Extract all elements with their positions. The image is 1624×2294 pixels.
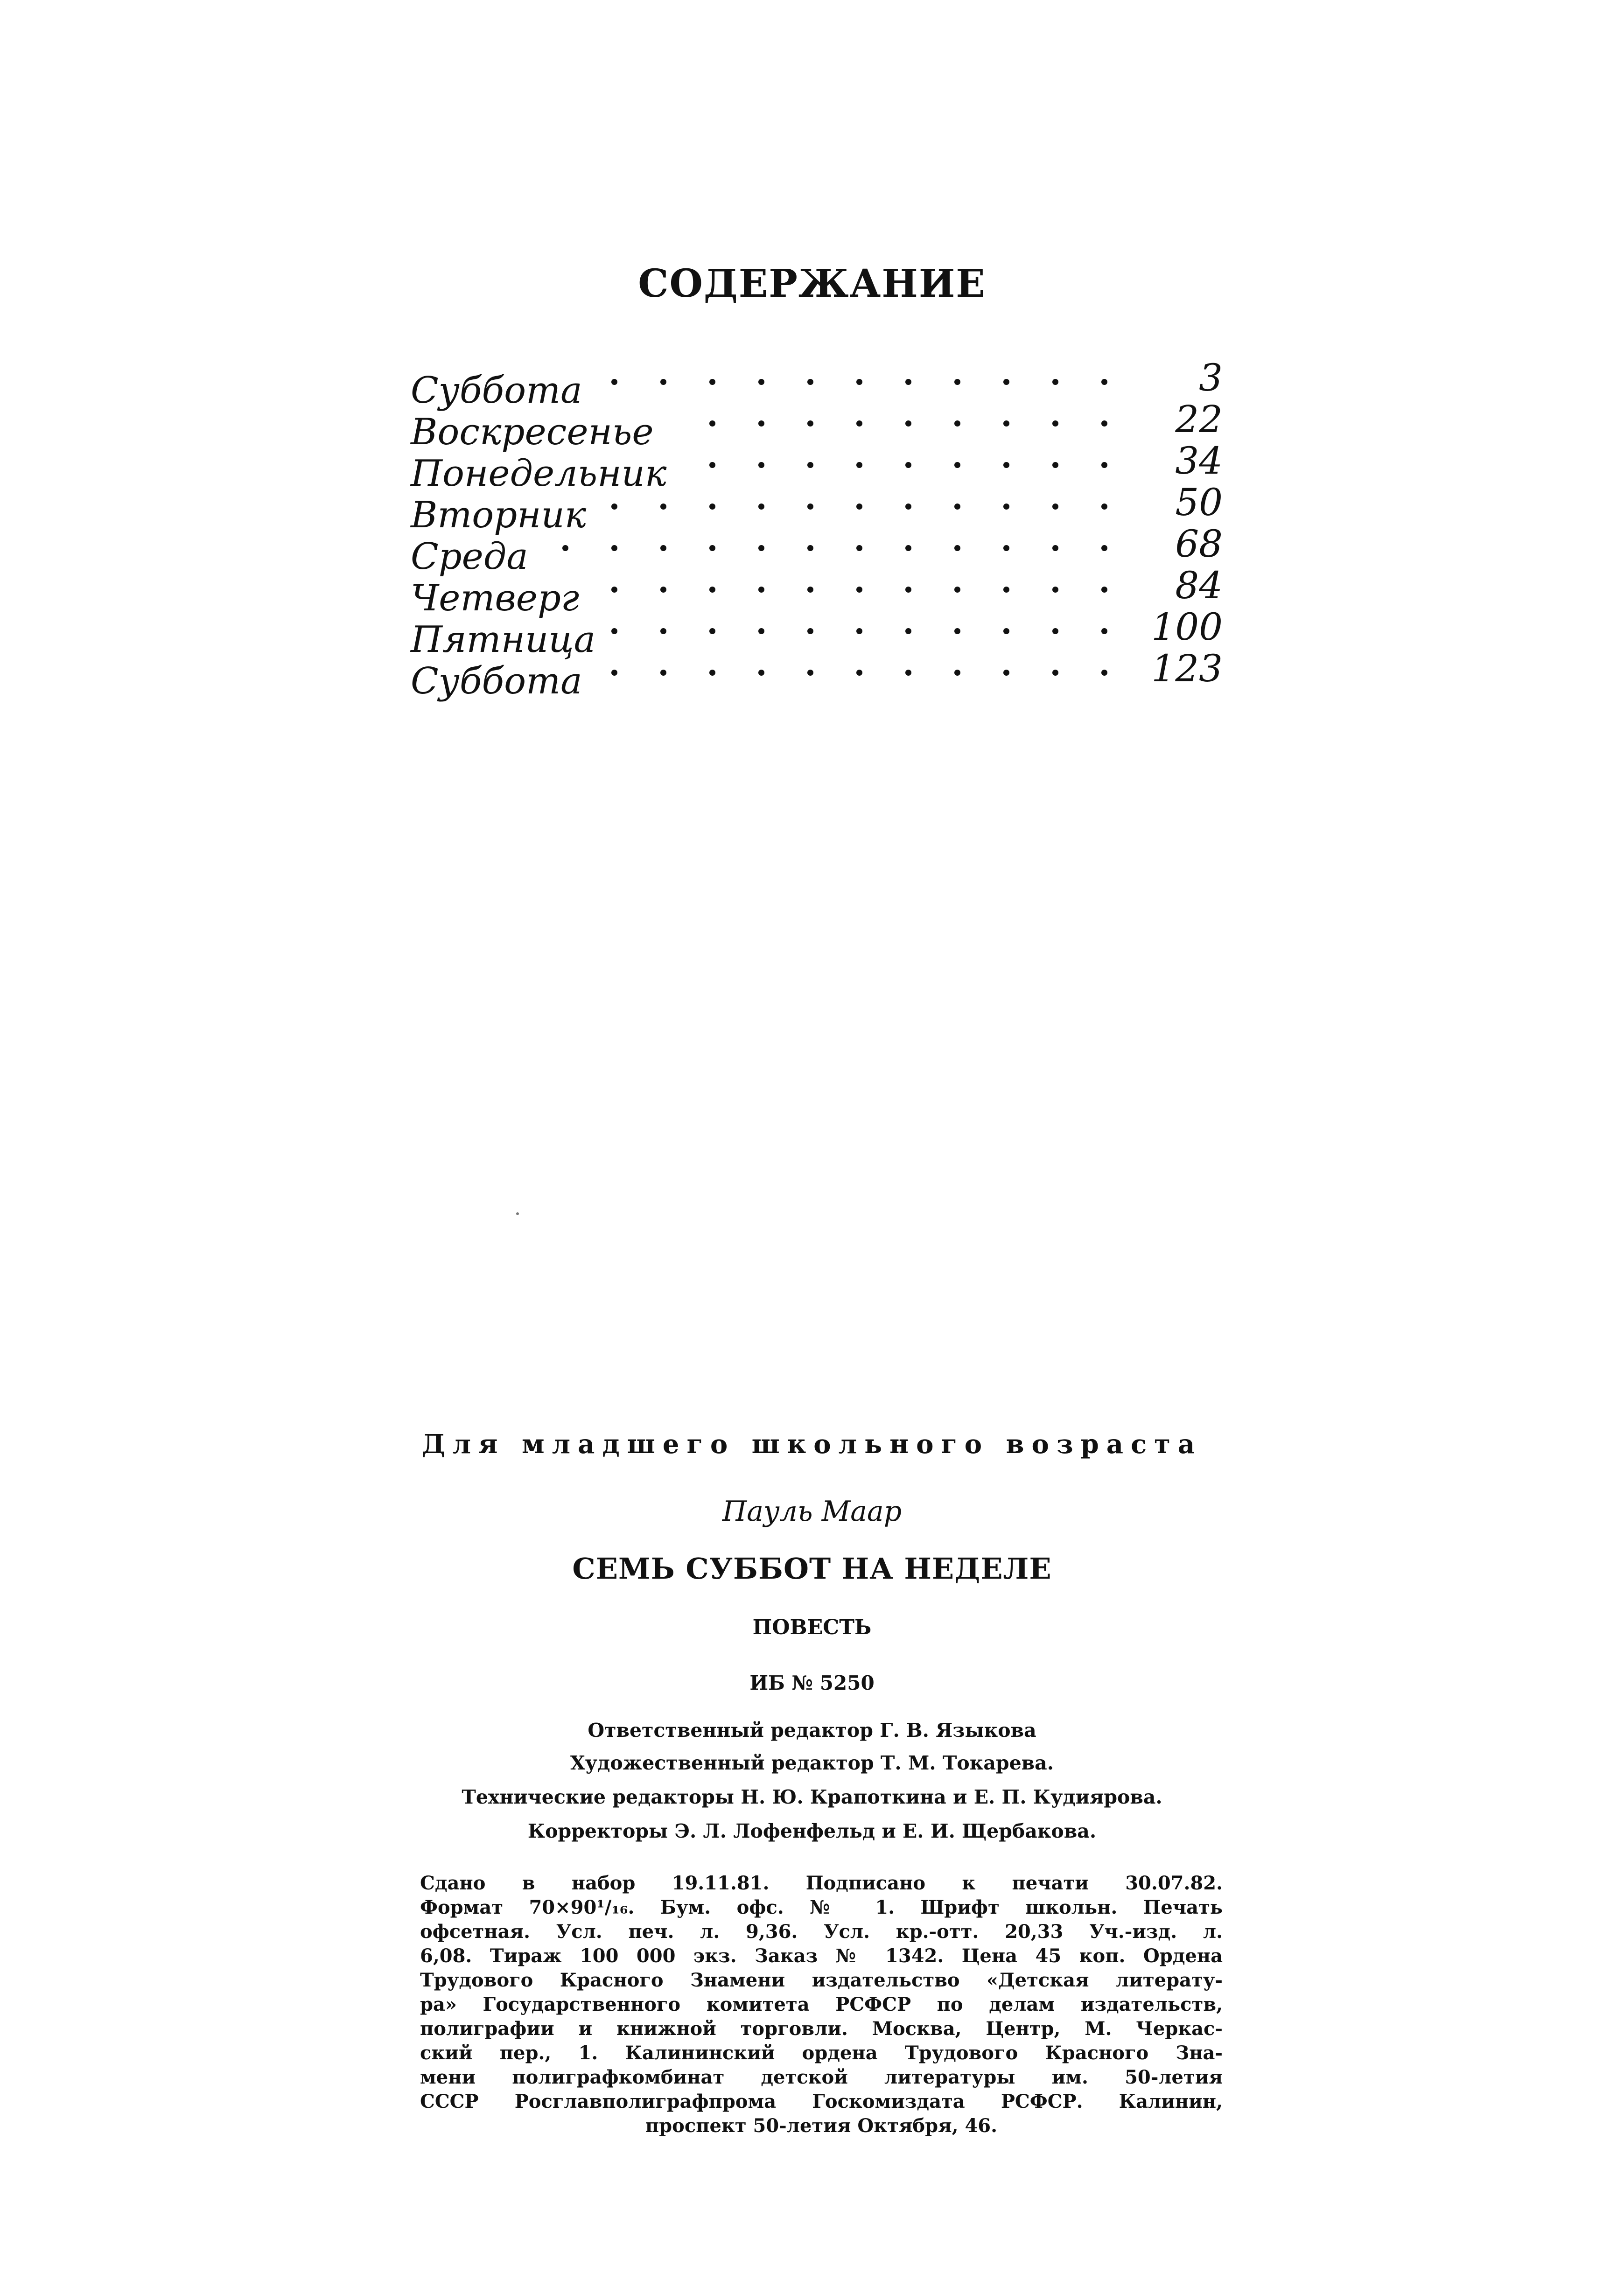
leader-dot <box>758 420 764 427</box>
colophon-line: полиграфии и книжной торговли. Москва, Центр, М. Черкас- <box>420 2018 1223 2040</box>
colophon-line: Формат 70×90¹/₁₆. Бум. офс. № 1. Шрифт школьн. Печать <box>420 1896 1223 1918</box>
leader-dot <box>856 420 862 427</box>
leader-dot <box>1101 462 1107 468</box>
leader-dot <box>709 670 715 676</box>
leader-dot <box>954 628 960 634</box>
contents-entry-label: Четверг <box>411 577 580 619</box>
leader-dot <box>611 379 617 385</box>
leader-dot <box>954 379 960 385</box>
leader-dot <box>905 545 911 551</box>
contents-entry <box>411 564 1223 619</box>
leader-dot <box>954 420 960 427</box>
leader-dot <box>758 379 764 385</box>
leader-dot <box>709 379 715 385</box>
book-title: СЕМЬ СУББОТ НА НЕДЕЛЕ <box>572 1552 1052 1586</box>
dot-leader <box>411 504 1106 518</box>
dot-leader <box>411 670 1106 684</box>
contents-entry-page: 22 <box>1175 398 1223 441</box>
contents-entry-page: 68 <box>1175 522 1223 566</box>
contents-entry-page: 84 <box>1175 564 1223 607</box>
leader-dot <box>954 462 960 468</box>
leader-dot <box>660 587 666 593</box>
leader-dot <box>905 628 911 634</box>
leader-dot <box>856 379 862 385</box>
leader-dot <box>807 462 813 468</box>
colophon-line: 6,08. Тираж 100 000 экз. Заказ № 1342. Цена 45 коп. Ордена <box>420 1945 1223 1967</box>
leader-dot <box>660 379 666 385</box>
colophon-line: ра» Государственного комитета РСФСР по делам издательств, <box>420 1993 1223 2015</box>
leader-dot <box>856 462 862 468</box>
leader-dot <box>758 628 764 634</box>
contents-entry-label: Среда <box>411 536 528 578</box>
leader-dot <box>660 504 666 510</box>
colophon-line: проспект 50-летия Октября, 46. <box>645 2115 998 2137</box>
contents-entry-label: Воскресенье <box>411 411 654 453</box>
credit-line: Ответственный редактор Г. В. Языкова <box>588 1719 1036 1741</box>
leader-dot <box>856 670 862 676</box>
leader-dot <box>562 545 568 551</box>
dot-leader <box>411 545 1106 559</box>
contents-entry-label: Пятница <box>411 619 596 661</box>
colophon-line: мени полиграфкомбинат детской литературы им. 50-летия <box>420 2066 1223 2088</box>
dot-leader <box>411 379 1106 393</box>
leader-dot <box>1003 379 1009 385</box>
leader-dot <box>807 420 813 427</box>
leader-dot <box>807 504 813 510</box>
leader-dot <box>954 587 960 593</box>
leader-dot <box>660 670 666 676</box>
leader-dot <box>905 504 911 510</box>
contents-entry <box>411 439 1223 495</box>
leader-dot <box>1052 670 1058 676</box>
dot-leader <box>411 420 1106 434</box>
leader-dot <box>1052 504 1058 510</box>
genre-label: ПОВЕСТЬ <box>752 1616 872 1639</box>
print-speck <box>516 1212 519 1215</box>
colophon-line: ский пер., 1. Калининский ордена Трудового Красного Зна- <box>420 2042 1223 2064</box>
leader-dot <box>709 420 715 427</box>
contents-entry-page: 34 <box>1175 439 1223 483</box>
contents-entry <box>411 647 1223 702</box>
leader-dot <box>709 504 715 510</box>
contents-entry-label: Понедельник <box>411 453 667 495</box>
leader-dot <box>1003 545 1009 551</box>
colophon-line: офсетная. Усл. печ. л. 9,36. Усл. кр.-отт. 20,33 Уч.-изд. л. <box>420 1921 1223 1943</box>
leader-dot <box>807 545 813 551</box>
contents-list <box>411 356 1223 702</box>
contents-entry-page: 50 <box>1175 481 1223 524</box>
leader-dot <box>758 462 764 468</box>
contents-entry-label: Вторник <box>411 494 587 536</box>
contents-entry-label: Суббота <box>411 370 582 412</box>
leader-dot <box>954 545 960 551</box>
leader-dot <box>1052 587 1058 593</box>
contents-entry-page: 123 <box>1151 647 1223 690</box>
leader-dot <box>1101 545 1107 551</box>
leader-dot <box>709 628 715 634</box>
leader-dot <box>1052 462 1058 468</box>
leader-dot <box>709 587 715 593</box>
credit-line: Технические редакторы Н. Ю. Крапоткина и Е. П. Кудиярова. <box>462 1786 1162 1808</box>
leader-dot <box>954 504 960 510</box>
contents-entry <box>411 522 1223 578</box>
leader-dot <box>1101 379 1107 385</box>
leader-dot <box>1052 379 1058 385</box>
ib-number: ИБ № 5250 <box>749 1672 875 1694</box>
leader-dot <box>1101 420 1107 427</box>
leader-dot <box>856 587 862 593</box>
leader-dot <box>660 628 666 634</box>
leader-dot <box>758 670 764 676</box>
leader-dot <box>758 545 764 551</box>
leader-dot <box>1003 628 1009 634</box>
dot-leader <box>411 628 1106 642</box>
leader-dot <box>1101 628 1107 634</box>
colophon <box>420 1871 1223 2138</box>
credit-line: Корректоры Э. Л. Лофенфельд и Е. И. Щербакова. <box>527 1820 1097 1842</box>
leader-dot <box>807 628 813 634</box>
leader-dot <box>709 545 715 551</box>
colophon-line: Трудового Красного Знамени издательство «Детская литерату- <box>420 1969 1223 1991</box>
leader-dot <box>905 587 911 593</box>
leader-dot <box>1003 462 1009 468</box>
leader-dot <box>1003 670 1009 676</box>
leader-dot <box>1101 587 1107 593</box>
colophon-line: СССР Росглавполиграфпрома Госкомиздата РСФСР. Калинин, <box>420 2091 1223 2112</box>
leader-dot <box>807 379 813 385</box>
dot-leader <box>411 462 1106 476</box>
leader-dot <box>954 670 960 676</box>
leader-dot <box>758 587 764 593</box>
credit-line: Художественный редактор Т. М. Токарева. <box>570 1752 1054 1774</box>
leader-dot <box>807 670 813 676</box>
leader-dot <box>905 420 911 427</box>
leader-dot <box>1101 670 1107 676</box>
author-name: Пауль Маар <box>722 1495 902 1528</box>
leader-dot <box>660 545 666 551</box>
leader-dot <box>709 462 715 468</box>
leader-dot <box>611 504 617 510</box>
contents-entry <box>411 356 1223 412</box>
leader-dot <box>905 379 911 385</box>
leader-dot <box>856 504 862 510</box>
leader-dot <box>905 670 911 676</box>
leader-dot <box>807 587 813 593</box>
leader-dot <box>856 628 862 634</box>
leader-dot <box>1052 420 1058 427</box>
leader-dot <box>611 670 617 676</box>
leader-dot <box>905 462 911 468</box>
contents-entry <box>411 398 1223 453</box>
contents-entry <box>411 605 1223 661</box>
leader-dot <box>1052 545 1058 551</box>
contents-title: СОДЕРЖАНИЕ <box>638 261 986 306</box>
contents-entry <box>411 481 1223 536</box>
audience-line: Для младшего школьного возраста <box>421 1429 1203 1460</box>
leader-dot <box>611 628 617 634</box>
leader-dot <box>611 587 617 593</box>
leader-dot <box>1003 420 1009 427</box>
leader-dot <box>758 504 764 510</box>
colophon-line: Сдано в набор 19.11.81. Подписано к печати 30.07.82. <box>420 1872 1223 1894</box>
leader-dot <box>611 545 617 551</box>
leader-dot <box>1052 628 1058 634</box>
contents-entry-label: Суббота <box>411 660 582 702</box>
contents-entry-page: 3 <box>1199 356 1223 399</box>
leader-dot <box>1003 504 1009 510</box>
leader-dot <box>856 545 862 551</box>
dot-leader <box>411 587 1106 601</box>
leader-dot <box>1101 504 1107 510</box>
contents-entry-page: 100 <box>1151 605 1223 649</box>
leader-dot <box>1003 587 1009 593</box>
